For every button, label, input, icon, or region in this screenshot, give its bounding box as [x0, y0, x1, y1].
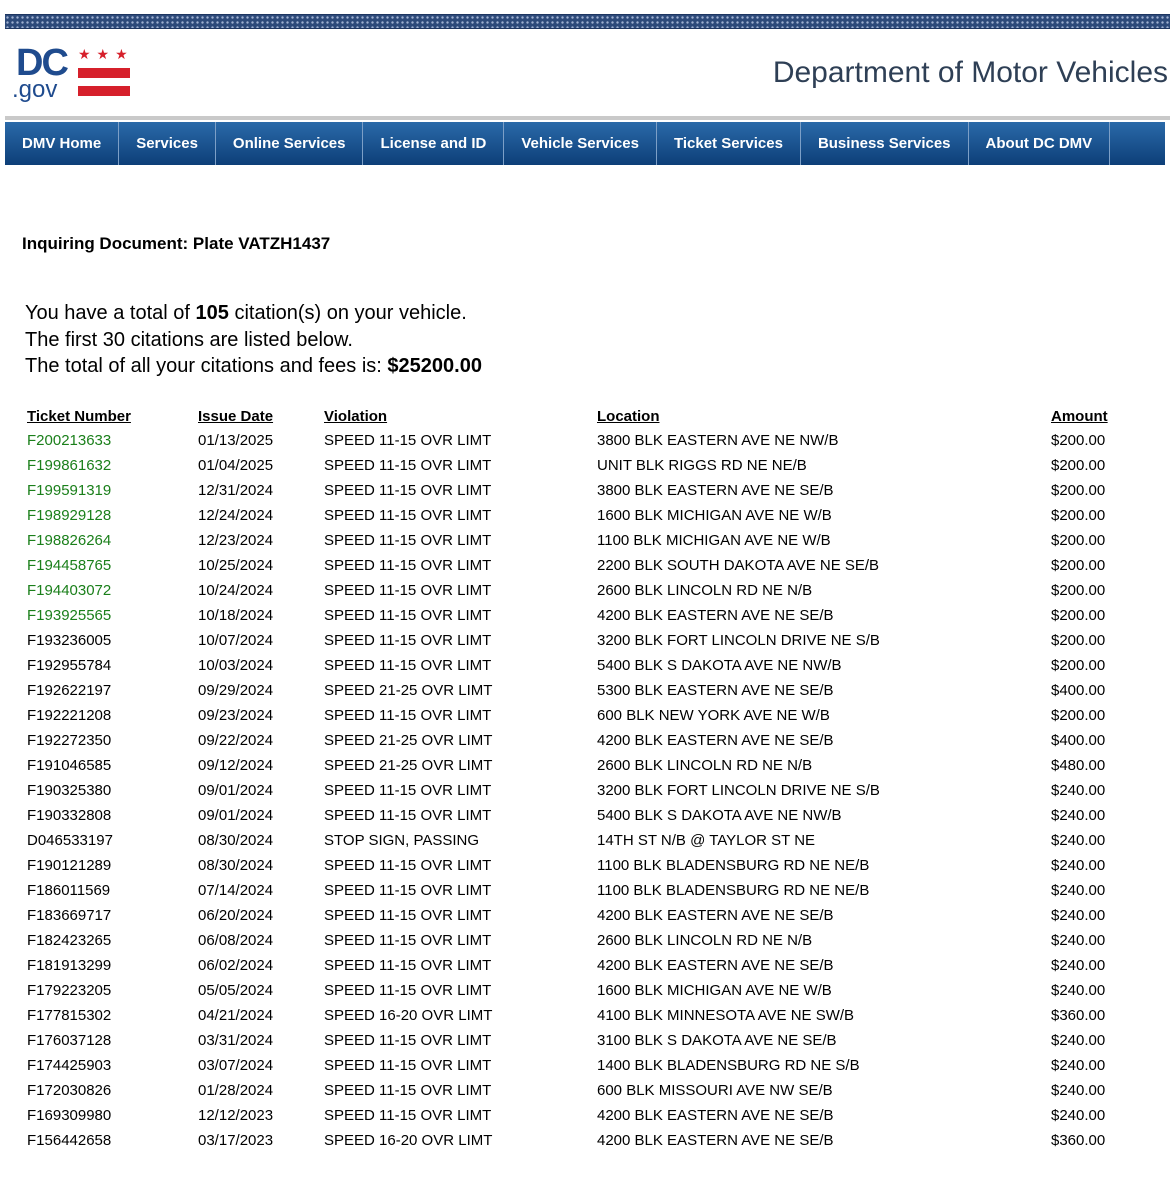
- location-cell: 4100 BLK MINNESOTA AVE NE SW/B: [597, 1007, 855, 1024]
- logo-dc-text: DC: [16, 42, 67, 84]
- table-row: [21, 428, 1127, 453]
- issue-date-cell: 09/01/2024: [198, 782, 274, 799]
- table-row: [21, 528, 1127, 553]
- amount-cell: $200.00: [1051, 532, 1106, 549]
- amount-cell: $200.00: [1051, 557, 1106, 574]
- table-row: [21, 928, 1127, 953]
- amount-cell: $240.00: [1051, 807, 1106, 824]
- violation-cell: SPEED 11-15 OVR LIMT: [324, 607, 492, 624]
- amount-cell: $200.00: [1051, 582, 1106, 599]
- nav-item-ticket-services[interactable]: Ticket Services: [657, 122, 801, 165]
- violation-cell: SPEED 11-15 OVR LIMT: [324, 807, 492, 824]
- violation-cell: SPEED 11-15 OVR LIMT: [324, 982, 492, 999]
- violation-cell: SPEED 11-15 OVR LIMT: [324, 857, 492, 874]
- issue-date-cell: 01/13/2025: [198, 432, 274, 449]
- ticket-number-cell[interactable]: F194403072: [27, 582, 112, 599]
- violation-cell: SPEED 11-15 OVR LIMT: [324, 482, 492, 499]
- issue-date-cell: 09/22/2024: [198, 732, 274, 749]
- ticket-number-cell: F192221208: [27, 707, 112, 724]
- table-row: [21, 1028, 1127, 1053]
- violation-cell: SPEED 11-15 OVR LIMT: [324, 557, 492, 574]
- violation-cell: SPEED 11-15 OVR LIMT: [324, 782, 492, 799]
- ticket-number-cell[interactable]: F199591319: [27, 482, 112, 499]
- ticket-number-cell[interactable]: F199861632: [27, 457, 112, 474]
- ticket-number-cell: F156442658: [27, 1132, 112, 1149]
- issue-date-cell: 01/28/2024: [198, 1082, 274, 1099]
- issue-date-cell: 12/31/2024: [198, 482, 274, 499]
- table-row: [21, 603, 1127, 628]
- ticket-number-cell: F176037128: [27, 1032, 112, 1049]
- amount-cell: $240.00: [1051, 957, 1106, 974]
- table-row: [21, 978, 1127, 1003]
- ticket-number-cell: F190325380: [27, 782, 112, 799]
- location-cell: 4200 BLK EASTERN AVE NE SE/B: [597, 907, 834, 924]
- location-cell: 3800 BLK EASTERN AVE NE NW/B: [597, 432, 839, 449]
- ticket-number-cell: F191046585: [27, 757, 112, 774]
- table-row: [21, 803, 1127, 828]
- issue-date-cell: 04/21/2024: [198, 1007, 274, 1024]
- nav-item-online-services[interactable]: Online Services: [216, 122, 364, 165]
- location-cell: 5400 BLK S DAKOTA AVE NE NW/B: [597, 657, 842, 674]
- table-row: [21, 1078, 1127, 1103]
- location-cell: 4200 BLK EASTERN AVE NE SE/B: [597, 957, 834, 974]
- table-row: [21, 953, 1127, 978]
- inquiring-document: Inquiring Document: Plate VATZH1437: [22, 234, 331, 253]
- amount-cell: $200.00: [1051, 507, 1106, 524]
- table-row: [21, 878, 1127, 903]
- table-row: [21, 453, 1127, 478]
- amount-cell: $240.00: [1051, 982, 1106, 999]
- table-row: [21, 1053, 1127, 1078]
- amount-cell: $240.00: [1051, 907, 1106, 924]
- location-cell: 1400 BLK BLADENSBURG RD NE S/B: [597, 1057, 860, 1074]
- issue-date-cell: 10/24/2024: [198, 582, 274, 599]
- violation-cell: SPEED 11-15 OVR LIMT: [324, 957, 492, 974]
- divider: [5, 116, 1170, 120]
- col-violation: Violation: [324, 408, 388, 425]
- summary-line-listed: The first 30 citations are listed below.: [25, 328, 353, 351]
- issue-date-cell: 06/20/2024: [198, 907, 274, 924]
- location-cell: 1600 BLK MICHIGAN AVE NE W/B: [597, 507, 832, 524]
- amount-cell: $200.00: [1051, 432, 1106, 449]
- citations-table: [21, 405, 1127, 1153]
- table-row: [21, 628, 1127, 653]
- location-cell: 5400 BLK S DAKOTA AVE NE NW/B: [597, 807, 842, 824]
- location-cell: 1100 BLK MICHIGAN AVE NE W/B: [597, 532, 831, 549]
- issue-date-cell: 10/25/2024: [198, 557, 274, 574]
- violation-cell: SPEED 11-15 OVR LIMT: [324, 457, 492, 474]
- col-issue-date: Issue Date: [198, 408, 274, 425]
- ticket-number-cell: F177815302: [27, 1007, 112, 1024]
- ticket-number-cell: F190332808: [27, 807, 112, 824]
- table-row: [21, 1128, 1127, 1153]
- table-row: [21, 778, 1127, 803]
- ticket-number-cell: F169309980: [27, 1107, 112, 1124]
- col-location: Location: [597, 408, 660, 425]
- issue-date-cell: 09/23/2024: [198, 707, 274, 724]
- citation-summary: [25, 300, 482, 380]
- table-row: [21, 753, 1127, 778]
- issue-date-cell: 05/05/2024: [198, 982, 274, 999]
- table-row: [21, 653, 1127, 678]
- nav-item-about-dc-dmv[interactable]: About DC DMV: [969, 122, 1111, 165]
- violation-cell: SPEED 11-15 OVR LIMT: [324, 432, 492, 449]
- issue-date-cell: 10/18/2024: [198, 607, 274, 624]
- amount-cell: $200.00: [1051, 632, 1106, 649]
- table-row: [21, 828, 1127, 853]
- amount-cell: $200.00: [1051, 707, 1106, 724]
- ticket-number-cell: F172030826: [27, 1082, 112, 1099]
- location-cell: 5300 BLK EASTERN AVE NE SE/B: [597, 682, 834, 699]
- issue-date-cell: 03/07/2024: [198, 1057, 274, 1074]
- issue-date-cell: 08/30/2024: [198, 832, 274, 849]
- ticket-number-cell: F183669717: [27, 907, 112, 924]
- issue-date-cell: 09/01/2024: [198, 807, 274, 824]
- table-row: [21, 578, 1127, 603]
- nav-item-business-services[interactable]: Business Services: [801, 122, 969, 165]
- location-cell: 3100 BLK S DAKOTA AVE NE SE/B: [597, 1032, 837, 1049]
- location-cell: 2600 BLK LINCOLN RD NE N/B: [597, 932, 813, 949]
- location-cell: 2600 BLK LINCOLN RD NE N/B: [597, 757, 813, 774]
- violation-cell: SPEED 11-15 OVR LIMT: [324, 707, 492, 724]
- violation-cell: SPEED 21-25 OVR LIMT: [324, 757, 493, 774]
- violation-cell: SPEED 11-15 OVR LIMT: [324, 1057, 492, 1074]
- issue-date-cell: 03/17/2023: [198, 1132, 274, 1149]
- violation-cell: SPEED 11-15 OVR LIMT: [324, 1032, 492, 1049]
- violation-cell: SPEED 11-15 OVR LIMT: [324, 582, 492, 599]
- ticket-number-cell[interactable]: F198826264: [27, 532, 112, 549]
- ticket-number-cell[interactable]: F194458765: [27, 557, 112, 574]
- location-cell: 1100 BLK BLADENSBURG RD NE NE/B: [597, 857, 870, 874]
- violation-cell: SPEED 11-15 OVR LIMT: [324, 532, 492, 549]
- amount-cell: $400.00: [1051, 732, 1106, 749]
- amount-cell: $240.00: [1051, 1082, 1106, 1099]
- table-row: [21, 503, 1127, 528]
- table-header-row: [21, 405, 1127, 428]
- nav-item-license-and-id[interactable]: License and ID: [363, 122, 504, 165]
- nav-item-services[interactable]: Services: [119, 122, 216, 165]
- table-row: [21, 553, 1127, 578]
- issue-date-cell: 09/29/2024: [198, 682, 274, 699]
- violation-cell: SPEED 16-20 OVR LIMT: [324, 1132, 493, 1149]
- location-cell: 14TH ST N/B @ TAYLOR ST NE: [597, 832, 816, 849]
- issue-date-cell: 12/24/2024: [198, 507, 274, 524]
- table-row: [21, 728, 1127, 753]
- main-nav: [5, 122, 1165, 165]
- ticket-number-cell: F182423265: [27, 932, 112, 949]
- amount-cell: $240.00: [1051, 782, 1106, 799]
- ticket-number-cell: F186011569: [27, 882, 111, 899]
- violation-cell: SPEED 11-15 OVR LIMT: [324, 882, 492, 899]
- location-cell: 600 BLK NEW YORK AVE NE W/B: [597, 707, 830, 724]
- summary-text: citation(s) on your vehicle.: [228, 302, 467, 324]
- issue-date-cell: 06/02/2024: [198, 957, 274, 974]
- violation-cell: SPEED 11-15 OVR LIMT: [324, 1107, 492, 1124]
- logo-stripe: [78, 68, 130, 78]
- location-cell: 2200 BLK SOUTH DAKOTA AVE NE SE/B: [597, 557, 880, 574]
- amount-cell: $200.00: [1051, 482, 1106, 499]
- ticket-number-cell: F190121289: [27, 857, 112, 874]
- issue-date-cell: 03/31/2024: [198, 1032, 274, 1049]
- violation-cell: SPEED 11-15 OVR LIMT: [324, 1082, 492, 1099]
- violation-cell: STOP SIGN, PASSING: [324, 832, 480, 849]
- violation-cell: SPEED 21-25 OVR LIMT: [324, 732, 493, 749]
- col-ticket-number: Ticket Number: [27, 408, 131, 425]
- amount-cell: $240.00: [1051, 1057, 1106, 1074]
- location-cell: 2600 BLK LINCOLN RD NE N/B: [597, 582, 813, 599]
- ticket-number-cell: F192955784: [27, 657, 112, 674]
- issue-date-cell: 06/08/2024: [198, 932, 274, 949]
- summary-line-count: [25, 300, 482, 327]
- nav-item-vehicle-services[interactable]: Vehicle Services: [504, 122, 657, 165]
- table-row: [21, 853, 1127, 878]
- ticket-number-cell[interactable]: F200213633: [27, 432, 112, 449]
- violation-cell: SPEED 11-15 OVR LIMT: [324, 657, 492, 674]
- citation-count: 105: [195, 302, 229, 324]
- citations-body: [21, 428, 1127, 1153]
- dc-gov-logo[interactable]: [12, 42, 134, 106]
- issue-date-cell: 07/14/2024: [198, 882, 274, 899]
- amount-cell: $240.00: [1051, 882, 1106, 899]
- location-cell: 4200 BLK EASTERN AVE NE SE/B: [597, 732, 834, 749]
- amount-cell: $240.00: [1051, 857, 1106, 874]
- amount-cell: $360.00: [1051, 1132, 1106, 1149]
- location-cell: 3800 BLK EASTERN AVE NE SE/B: [597, 482, 834, 499]
- site-title: Department of Motor Vehicles: [772, 56, 1168, 89]
- summary-text: You have a total of: [25, 302, 196, 324]
- issue-date-cell: 09/12/2024: [198, 757, 274, 774]
- location-cell: 4200 BLK EASTERN AVE NE SE/B: [597, 1132, 834, 1149]
- location-cell: UNIT BLK RIGGS RD NE NE/B: [597, 457, 807, 474]
- amount-cell: $360.00: [1051, 1007, 1106, 1024]
- col-amount: Amount: [1051, 408, 1108, 425]
- issue-date-cell: 10/07/2024: [198, 632, 274, 649]
- issue-date-cell: 10/03/2024: [198, 657, 274, 674]
- location-cell: 600 BLK MISSOURI AVE NW SE/B: [597, 1082, 833, 1099]
- ticket-number-cell: F192272350: [27, 732, 112, 749]
- location-cell: 4200 BLK EASTERN AVE NE SE/B: [597, 607, 834, 624]
- location-cell: 1100 BLK BLADENSBURG RD NE NE/B: [597, 882, 870, 899]
- ticket-number-cell[interactable]: F198929128: [27, 507, 112, 524]
- violation-cell: SPEED 11-15 OVR LIMT: [324, 907, 492, 924]
- ticket-number-cell: F193236005: [27, 632, 112, 649]
- ticket-number-cell: F192622197: [27, 682, 112, 699]
- top-stripe: [5, 14, 1170, 29]
- amount-cell: $240.00: [1051, 1032, 1106, 1049]
- total-amount: $25200.00: [387, 355, 482, 377]
- ticket-number-cell[interactable]: F193925565: [27, 607, 112, 624]
- issue-date-cell: 01/04/2025: [198, 457, 274, 474]
- logo-stars-icon: ★★★: [78, 46, 134, 62]
- amount-cell: $200.00: [1051, 657, 1106, 674]
- ticket-number-cell: F174425903: [27, 1057, 112, 1074]
- issue-date-cell: 12/12/2023: [198, 1107, 274, 1124]
- amount-cell: $200.00: [1051, 457, 1106, 474]
- violation-cell: SPEED 11-15 OVR LIMT: [324, 507, 492, 524]
- nav-item-dmv-home[interactable]: DMV Home: [5, 122, 119, 165]
- ticket-number-cell: D046533197: [27, 832, 113, 849]
- table-row: [21, 1103, 1127, 1128]
- summary-line-total: [25, 353, 482, 380]
- violation-cell: SPEED 11-15 OVR LIMT: [324, 632, 492, 649]
- table-row: [21, 478, 1127, 503]
- violation-cell: SPEED 11-15 OVR LIMT: [324, 932, 492, 949]
- violation-cell: SPEED 21-25 OVR LIMT: [324, 682, 493, 699]
- amount-cell: $200.00: [1051, 607, 1106, 624]
- logo-gov-text: .gov: [12, 76, 58, 103]
- location-cell: 3200 BLK FORT LINCOLN DRIVE NE S/B: [597, 782, 880, 799]
- ticket-number-cell: F181913299: [27, 957, 112, 974]
- location-cell: 3200 BLK FORT LINCOLN DRIVE NE S/B: [597, 632, 880, 649]
- table-row: [21, 678, 1127, 703]
- violation-cell: SPEED 16-20 OVR LIMT: [324, 1007, 493, 1024]
- amount-cell: $480.00: [1051, 757, 1106, 774]
- logo-stripe: [78, 86, 130, 96]
- amount-cell: $240.00: [1051, 832, 1106, 849]
- table-row: [21, 1003, 1127, 1028]
- location-cell: 1600 BLK MICHIGAN AVE NE W/B: [597, 982, 832, 999]
- ticket-number-cell: F179223205: [27, 982, 112, 999]
- amount-cell: $400.00: [1051, 682, 1106, 699]
- table-row: [21, 903, 1127, 928]
- location-cell: 4200 BLK EASTERN AVE NE SE/B: [597, 1107, 834, 1124]
- table-row: [21, 703, 1127, 728]
- issue-date-cell: 12/23/2024: [198, 532, 274, 549]
- amount-cell: $240.00: [1051, 932, 1106, 949]
- summary-text: The total of all your citations and fees is:: [25, 355, 388, 377]
- amount-cell: $240.00: [1051, 1107, 1106, 1124]
- issue-date-cell: 08/30/2024: [198, 857, 274, 874]
